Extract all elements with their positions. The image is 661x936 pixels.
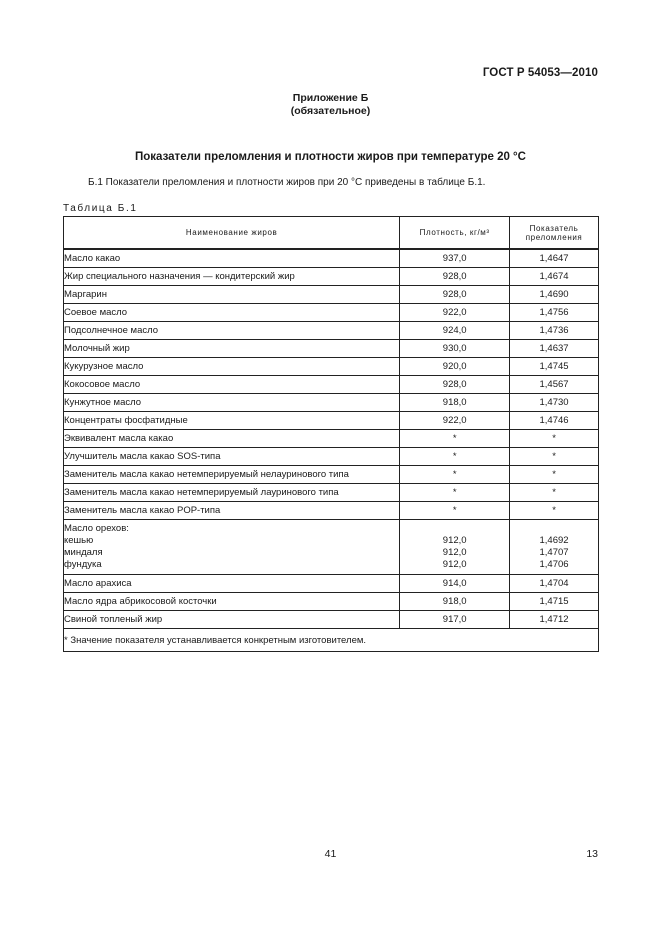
nut-group-density (400, 520, 510, 575)
section-title: Показатели преломления и плотности жиров при температуре 20 °С (135, 151, 526, 163)
nut-group-names (64, 520, 400, 575)
nut-item-name: фундука (64, 559, 102, 570)
density-cell: 922,0 (400, 304, 510, 322)
table-label: Таблица Б.1 (63, 203, 138, 214)
fat-name-cell: Кокосовое масло (64, 376, 400, 394)
fat-name-cell: Кукурузное масло (64, 358, 400, 376)
table-row (64, 304, 599, 322)
fat-name-cell: Свиной топленый жир (64, 611, 400, 629)
header-refraction (510, 217, 599, 250)
table-row (64, 430, 599, 448)
page-number-center: 41 (324, 848, 337, 860)
table-row (64, 268, 599, 286)
density-cell: 917,0 (400, 611, 510, 629)
table-row (64, 502, 599, 520)
density-cell: * (400, 430, 510, 448)
density-cell: * (400, 484, 510, 502)
table-footnote: * Значение показателя устанавливается конкретным изготовителем. (64, 629, 599, 652)
fat-name-cell: Молочный жир (64, 340, 400, 358)
appendix-status: (обязательное) (290, 105, 371, 117)
density-cell: 928,0 (400, 268, 510, 286)
table-row (64, 358, 599, 376)
refraction-cell: 1,4567 (510, 376, 599, 394)
page-number-right: 13 (586, 848, 598, 860)
table-body-nuts (64, 520, 599, 575)
fat-name-cell: Масло какао (64, 249, 400, 268)
nut-item-name: миндаля (64, 547, 103, 558)
table-footnote-body (64, 629, 599, 652)
density-cell: * (400, 466, 510, 484)
refraction-cell: * (510, 484, 599, 502)
table-footnote-row (64, 629, 599, 652)
header-refraction-line1: Показатель (529, 223, 579, 233)
header-refraction-line2: преломления (525, 232, 583, 242)
refraction-cell: 1,4746 (510, 412, 599, 430)
fat-name-cell: Улучшитель масла какао SOS-типа (64, 448, 400, 466)
density-cell: 920,0 (400, 358, 510, 376)
table-row (64, 394, 599, 412)
fat-name-cell: Заменитель масла какао POP-типа (64, 502, 400, 520)
fat-name-cell: Масло арахиса (64, 575, 400, 593)
nut-item-density: 912,0 (442, 547, 467, 558)
table-row (64, 484, 599, 502)
density-cell: 914,0 (400, 575, 510, 593)
table-row (64, 322, 599, 340)
appendix-heading (0, 92, 661, 118)
refraction-cell: 1,4730 (510, 394, 599, 412)
density-cell: 928,0 (400, 376, 510, 394)
table-body-after (64, 575, 599, 629)
density-cell: * (400, 502, 510, 520)
fat-name-cell: Заменитель масла какао нетемперируемый лауринового типа (64, 484, 400, 502)
fat-name-cell: Концентраты фосфатидные (64, 412, 400, 430)
fats-table (63, 216, 599, 652)
refraction-cell: 1,4637 (510, 340, 599, 358)
refraction-cell: 1,4712 (510, 611, 599, 629)
table-row (64, 286, 599, 304)
refraction-cell: 1,4756 (510, 304, 599, 322)
table-row (64, 611, 599, 629)
density-cell: 918,0 (400, 394, 510, 412)
table-row (64, 249, 599, 268)
density-cell: 928,0 (400, 286, 510, 304)
table-row (64, 412, 599, 430)
table-row (64, 593, 599, 611)
table-row (64, 466, 599, 484)
fat-name-cell: Подсолнечное масло (64, 322, 400, 340)
fat-name-cell: Соевое масло (64, 304, 400, 322)
refraction-cell: 1,4647 (510, 249, 599, 268)
table-row (64, 340, 599, 358)
density-cell: 930,0 (400, 340, 510, 358)
spacer (510, 523, 598, 535)
refraction-cell: 1,4715 (510, 593, 599, 611)
nut-item-refraction: 1,4706 (539, 559, 569, 570)
nut-group-title: Масло орехов: (64, 523, 129, 534)
nut-item-density: 912,0 (442, 559, 467, 570)
standard-code: ГОСТ Р 54053—2010 (482, 67, 598, 79)
appendix-title: Приложение Б (292, 92, 369, 104)
fat-name-cell: Заменитель масла какао нетемперируемый нелауринового типа (64, 466, 400, 484)
density-cell: 922,0 (400, 412, 510, 430)
refraction-cell: 1,4674 (510, 268, 599, 286)
table-row (64, 448, 599, 466)
fat-name-cell: Маргарин (64, 286, 400, 304)
table-header-row (64, 217, 599, 250)
refraction-cell: * (510, 430, 599, 448)
density-cell: 924,0 (400, 322, 510, 340)
header-density: Плотность, кг/м³ (400, 217, 510, 250)
refraction-cell: 1,4704 (510, 575, 599, 593)
refraction-cell: * (510, 502, 599, 520)
refraction-cell: 1,4690 (510, 286, 599, 304)
table-body-main (64, 249, 599, 520)
refraction-cell: * (510, 466, 599, 484)
density-cell: 918,0 (400, 593, 510, 611)
density-cell: 937,0 (400, 249, 510, 268)
nut-item-refraction: 1,4692 (539, 535, 569, 546)
table-row (64, 376, 599, 394)
nut-item-name: кешью (64, 535, 94, 546)
spacer (400, 523, 509, 535)
table-row-nut-group (64, 520, 599, 575)
table-row (64, 575, 599, 593)
fat-name-cell: Кунжутное масло (64, 394, 400, 412)
intro-paragraph: Б.1 Показатели преломления и плотности жиров при 20 °С приведены в таблице Б.1. (88, 177, 486, 188)
density-cell: * (400, 448, 510, 466)
nut-item-refraction: 1,4707 (539, 547, 569, 558)
refraction-cell: 1,4745 (510, 358, 599, 376)
fat-name-cell: Жир специального назначения — кондитерский жир (64, 268, 400, 286)
nut-group-refraction (510, 520, 599, 575)
fat-name-cell: Эквивалент масла какао (64, 430, 400, 448)
refraction-cell: 1,4736 (510, 322, 599, 340)
fat-name-cell: Масло ядра абрикосовой косточки (64, 593, 400, 611)
header-name: Наименование жиров (64, 217, 400, 250)
refraction-cell: * (510, 448, 599, 466)
nut-item-density: 912,0 (442, 535, 467, 546)
